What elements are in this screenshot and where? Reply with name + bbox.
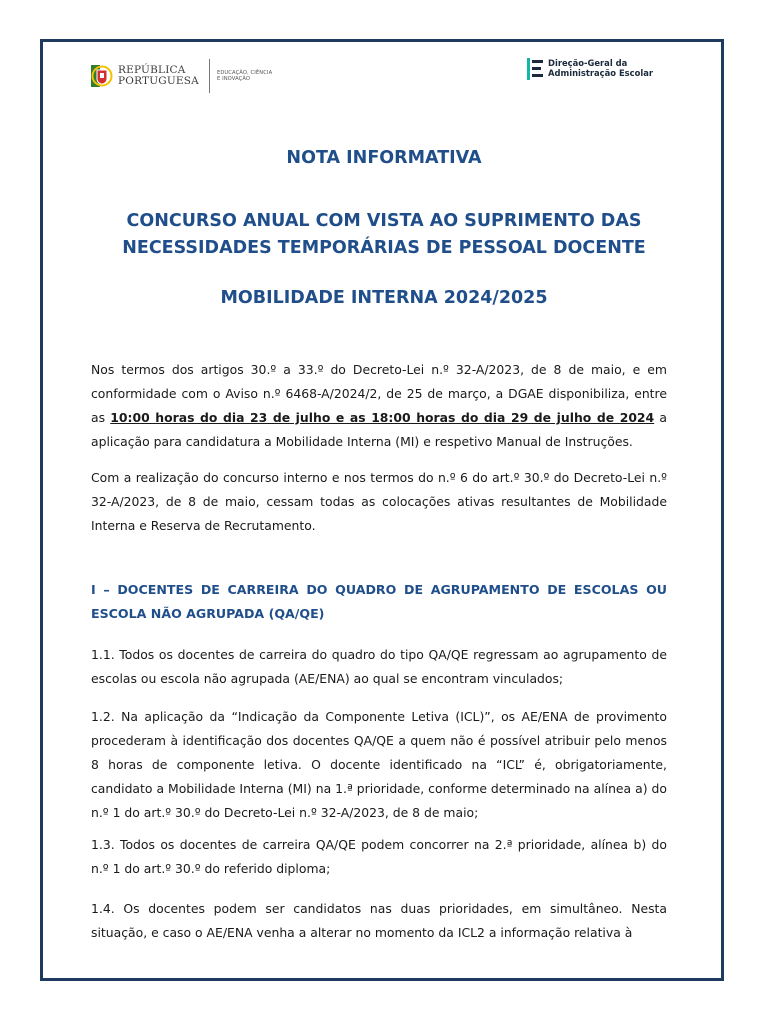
dgae-line2: Administração Escolar — [548, 68, 654, 78]
item-1-1: 1.1. Todos os docentes de carreira do quadro do tipo QA/QE regressam ao agrupamento de escolas ou escola não agrupada (AE/ENA) ao qual se encontram vinculados; — [91, 647, 667, 686]
ministry-line2: E INOVAÇÃO — [216, 76, 251, 82]
para1-text-a: Nos termos dos artigos 30.º a 33.º do Decreto-Lei n.º 32-A/2023, de 8 de maio, e em conformidade com o Aviso n.º 6468-A/2024/2, de 25 de março, a DGAE disponibiliza, entre as — [91, 362, 667, 425]
paragraph-1 — [91, 358, 667, 454]
coat-of-arms-icon — [91, 61, 113, 91]
item-1-4: 1.4. Os docentes podem ser candidatos nas duas prioridades, em simultâneo. Nesta situação, e caso o AE/ENA venha a alterar no momento da ICL2 a informação relativa à — [91, 901, 667, 940]
dgae-line1: Direção-Geral da — [548, 58, 628, 68]
subtitle-line2: NECESSIDADES TEMPORÁRIAS DE PESSOAL DOCENTE — [122, 238, 646, 258]
document-subtitle-2: MOBILIDADE INTERNA 2024/2025 — [220, 288, 548, 308]
para1-text-b: a aplicação para candidatura a Mobilidade Interna (MI) e respetivo Manual de Instruções. — [91, 410, 667, 449]
document-title: NOTA INFORMATIVA — [286, 148, 482, 168]
dgae-icon — [527, 58, 543, 80]
logo-line1: REPÚBLICA — [118, 64, 186, 76]
logo-line2: PORTUGUESA — [118, 75, 199, 87]
paragraph-2: Com a realização do concurso interno e nos termos do n.º 6 do art.º 30.º do Decreto-Lei n.º 32-A/2023, de 8 de maio, cessam todas as colocações ativas resultantes de Mobilidade Interna e Reserva de Recrutamento. — [91, 470, 667, 533]
republica-portuguesa-logo — [91, 58, 272, 94]
logo-divider — [209, 59, 210, 93]
section-1-heading: I – DOCENTES DE CARREIRA DO QUADRO DE AGRUPAMENTO DE ESCOLAS OU ESCOLA NÃO AGRUPADA (QA/QE) — [91, 582, 667, 621]
para1-date-range: 10:00 horas do dia 23 de julho e as 18:00 horas do dia 29 de julho de 2024 — [110, 410, 655, 425]
dgae-logo — [527, 58, 653, 80]
ministry-line1: EDUCAÇÃO, CIÊNCIA — [216, 70, 273, 76]
item-1-2: 1.2. Na aplicação da “Indicação da Componente Letiva (ICL)”, os AE/ENA de provimento procederam à identificação dos docentes QA/QE a quem não é possível atribuir pelo menos 8 horas de componente letiva. O docente identificado na “ICL” é, obrigatoriamente, candidato a Mobilidade Interna (MI) na 1.ª prioridade, conforme determinado na alínea a) do n.º 1 do art.º 30.º do Decreto-Lei n.º 32-A/2023, de 8 de maio; — [91, 709, 667, 820]
item-1-3: 1.3. Todos os docentes de carreira QA/QE podem concorrer na 2.ª prioridade, alínea b) do n.º 1 do art.º 30.º do referido diploma; — [91, 837, 667, 876]
document-subtitle — [60, 208, 708, 262]
subtitle-line1: CONCURSO ANUAL COM VISTA AO SUPRIMENTO DAS — [126, 211, 642, 231]
